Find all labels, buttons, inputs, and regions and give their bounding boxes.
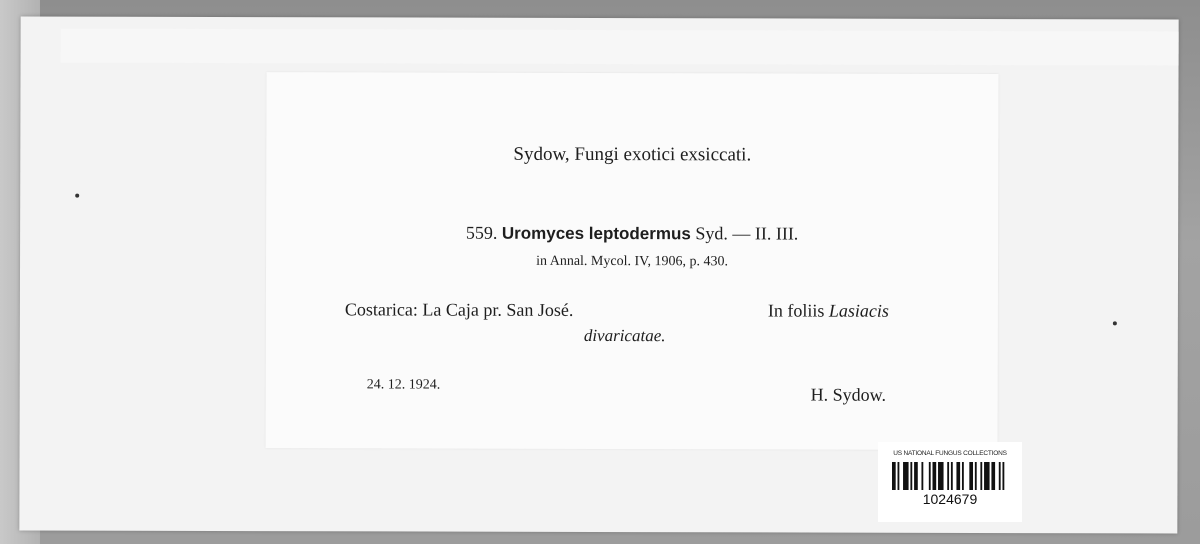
barcode-bar (947, 462, 949, 490)
barcode-bar (921, 462, 923, 490)
barcode-header: US NATIONAL FUNGUS COLLECTIONS (893, 450, 1007, 457)
barcode (892, 462, 1008, 490)
label-title: Sydow, Fungi exotici exsiccati. (513, 143, 752, 166)
barcode-bar (898, 462, 900, 490)
barcode-label (878, 442, 1022, 522)
species-line (266, 222, 998, 245)
barcode-bar (933, 462, 937, 490)
barcode-bar (962, 462, 964, 490)
barcode-bar (914, 462, 918, 490)
barcode-bar (956, 462, 960, 490)
barcode-bar (892, 462, 896, 490)
barcode-bar (984, 462, 990, 490)
barcode-bar (903, 462, 909, 490)
host-prefix: In foliis (767, 300, 825, 321)
barcode-number: 1024679 (922, 491, 978, 507)
speck (1113, 321, 1117, 325)
speck (75, 194, 79, 198)
barcode-bar (991, 462, 995, 490)
reference-line: in Annal. Mycol. IV, 1906, p. 430. (536, 253, 728, 270)
specimen-label (266, 72, 999, 450)
barcode-bar (999, 462, 1001, 490)
authority-stages: Syd. — II. III. (695, 223, 799, 244)
collection-date: 24. 12. 1924. (366, 377, 441, 393)
barcode-bar (1002, 462, 1004, 490)
exsiccata-number: 559. (465, 222, 498, 243)
barcode-bar (975, 462, 977, 490)
barcode-bar (938, 462, 944, 490)
host-line (768, 300, 889, 321)
collector: H. Sydow. (810, 384, 887, 405)
barcode-bar (929, 462, 931, 490)
sheet-top-band (61, 29, 1179, 66)
barcode-bar (951, 462, 953, 490)
locality: Costarica: La Caja pr. San José. (344, 299, 574, 320)
barcode-bar (910, 462, 912, 490)
host-genus: Lasiacis (828, 300, 889, 321)
host-epithet: divaricatae. (583, 325, 666, 346)
barcode-bar (969, 462, 973, 490)
species-name: Uromyces leptodermus (501, 223, 691, 244)
barcode-bar (980, 462, 982, 490)
